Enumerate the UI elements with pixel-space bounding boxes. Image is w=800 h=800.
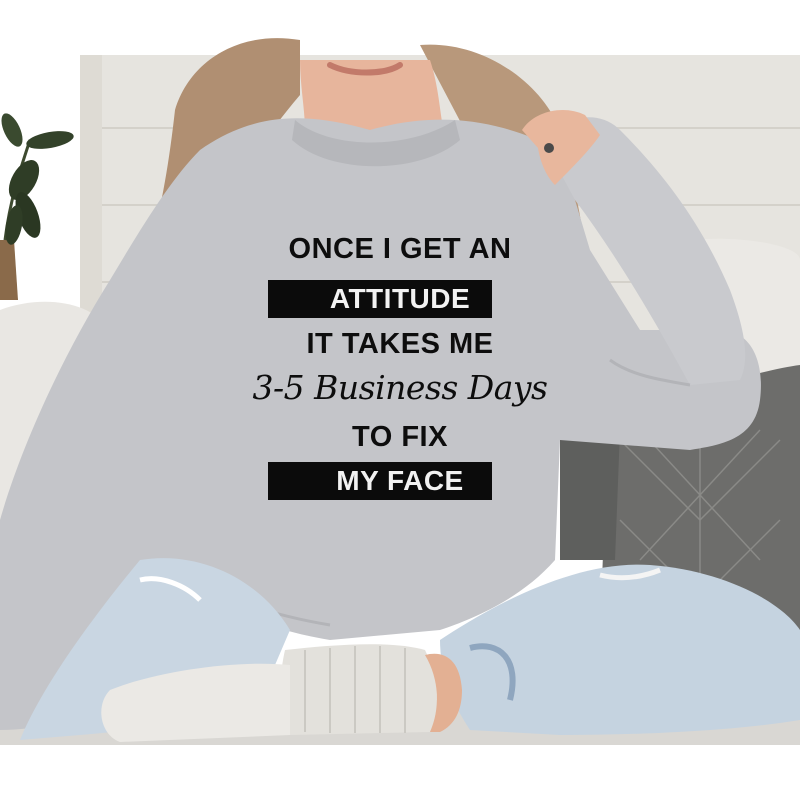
print-line-once-i-get-an: ONCE I GET AN <box>288 233 512 265</box>
print-line-it-takes-me: IT TAKES ME <box>306 328 494 360</box>
print-line-attitude: ATTITUDE <box>329 283 471 314</box>
print-line-business-days: 3-5 Business Days <box>252 368 548 407</box>
print-line-to-fix: TO FIX <box>352 421 448 453</box>
print-line-my-face: MY FACE <box>336 465 464 496</box>
